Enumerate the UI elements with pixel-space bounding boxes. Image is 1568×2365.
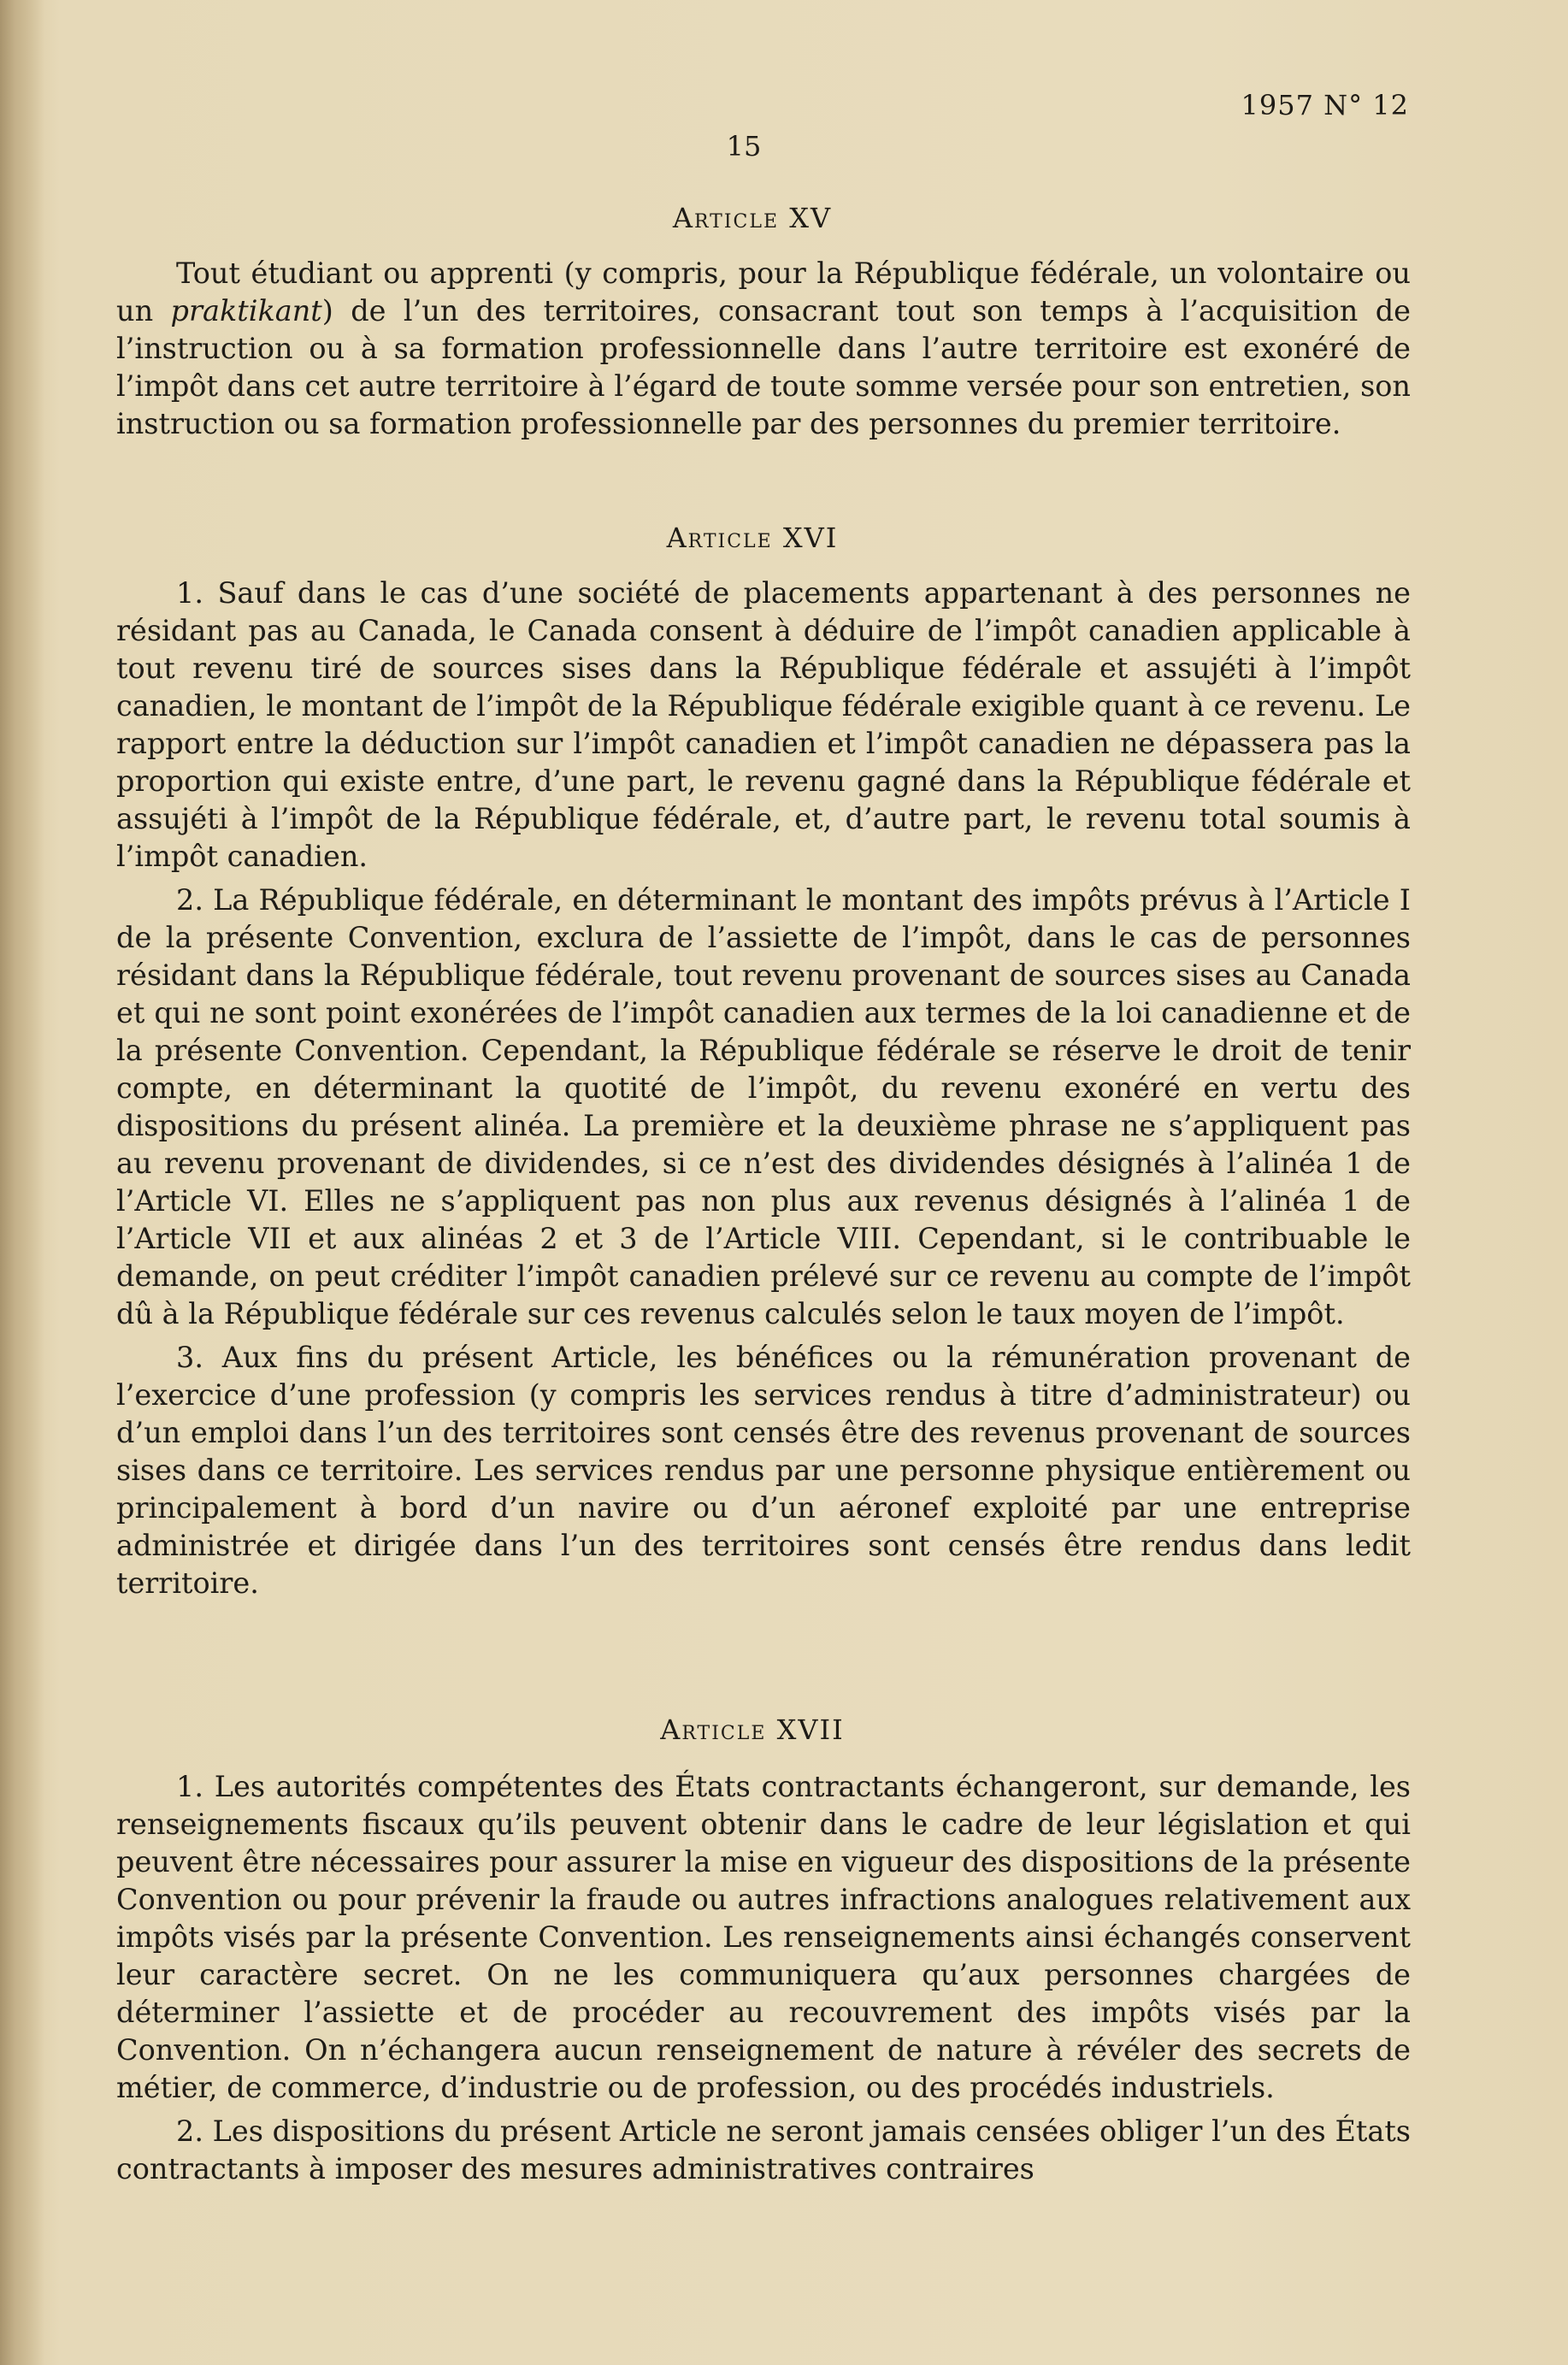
article-xv-body [116,255,1411,443]
article-xv-emphasis: praktikant [170,294,322,327]
page-binding-shadow [0,0,44,2365]
article-xvi-heading: Article XVI [666,522,839,554]
article-xvii-body [116,1768,1411,2188]
document-year-number: 1957 N° 12 [1241,89,1409,121]
article-xv-heading: Article XV [672,202,833,234]
article-xvii-paragraph-2: 2. Les dispositions du présent Article ne seront jamais censées obliger l’un des États contractants à imposer des mesures administratives contraires [116,2114,1411,2185]
article-xv-paragraph [116,255,1411,443]
article-xvi-paragraph-2: 2. La République fédérale, en déterminant le montant des impôts prévus à l’Article I de la présente Convention, exclura de l’assiette de l’impôt, dans le cas de personnes résidant dans la République fédérale, tout revenu provenant de sources sises au Canada et qui ne sont point exonérées de l’impôt canadien aux termes de la loi canadienne et de la présente Convention. Cependant, la République fédérale se réserve le droit de tenir compte, en déterminant la quotité de l’impôt, du revenu exonéré en vertu des dispositions du présent alinéa. La première et la deuxième phrase ne s’appliquent pas au revenu provenant de dividendes, si ce n’est des dividendes désignés à l’alinéa 1 de l’Article VI. Elles ne s’appliquent pas non plus aux revenus désignés à l’alinéa 1 de l’Article VII et aux alinéas 2 et 3 de l’Article VIII. Cependant, si le contribuable le demande, on peut créditer l’impôt canadien prélevé sur ce revenu au compte de l’impôt dû à la République fédérale sur ces revenus calculés selon le taux moyen de l’impôt. [116,883,1411,1330]
page-number: 15 [726,130,762,162]
article-xvi-paragraph-1: 1. Sauf dans le cas d’une société de placements appartenant à des personnes ne résidant pas au Canada, le Canada consent à déduire de l’impôt canadien applicable à tout revenu tiré de sources sises dans la République fédérale et assujéti à l’impôt canadien, le montant de l’impôt de la République fédérale exigible quant à ce revenu. Le rapport entre la déduction sur l’impôt canadien et l’impôt canadien ne dépassera pas la proportion qui existe entre, d’une part, le revenu gagné dans la République fédérale et assujéti à l’impôt de la République fédérale, et, d’autre part, le revenu total soumis à l’impôt canadien. [116,576,1411,873]
article-xvi-body [116,575,1411,1602]
article-xv-text-end: ) de l’un des territoires, consacrant tout son temps à l’acquisition de l’instruction ou à sa formation professionnelle dans l’autre territoire est exonéré de l’impôt dans cet autre territoire à l’égard de toute somme versée pour son entretien, son instruction ou sa formation professionnelle par des personnes du premier territoire. [116,294,1411,440]
article-xv-text-start: Tout étudiant ou apprenti (y compris, pour la République fédérale, un volontaire ou un [116,257,1411,327]
article-xvii-heading: Article XVII [660,1713,845,1746]
article-xvi-paragraph-3: 3. Aux fins du présent Article, les bénéfices ou la rémunération provenant de l’exercice d’une profession (y compris les services rendus à titre d’administrateur) ou d’un emploi dans l’un des territoires sont censés être des revenus provenant de sources sises dans ce territoire. Les services rendus par une personne physique entièrement ou principalement à bord d’un navire ou d’un aéronef exploité par une entreprise administrée et dirigée dans l’un des territoires sont censés être rendus dans ledit territoire. [116,1341,1411,1600]
article-xvii-paragraph-1: 1. Les autorités compétentes des États contractants échangeront, sur demande, les renseignements fiscaux qu’ils peuvent obtenir dans le cadre de leur législation et qui peuvent être nécessaires pour assurer la mise en vigueur des dispositions de la présente Convention ou pour prévenir la fraude ou autres infractions analogues relativement aux impôts visés par la présente Convention. Les renseignements ainsi échangés conservent leur caractère secret. On ne les communiquera qu’aux personnes chargées de déterminer l’assiette et de procéder au recouvrement des impôts visés par la Convention. On n’échangera aucun renseignement de nature à révéler des secrets de métier, de commerce, d’industrie ou de profession, ou des procédés industriels. [116,1770,1411,2104]
